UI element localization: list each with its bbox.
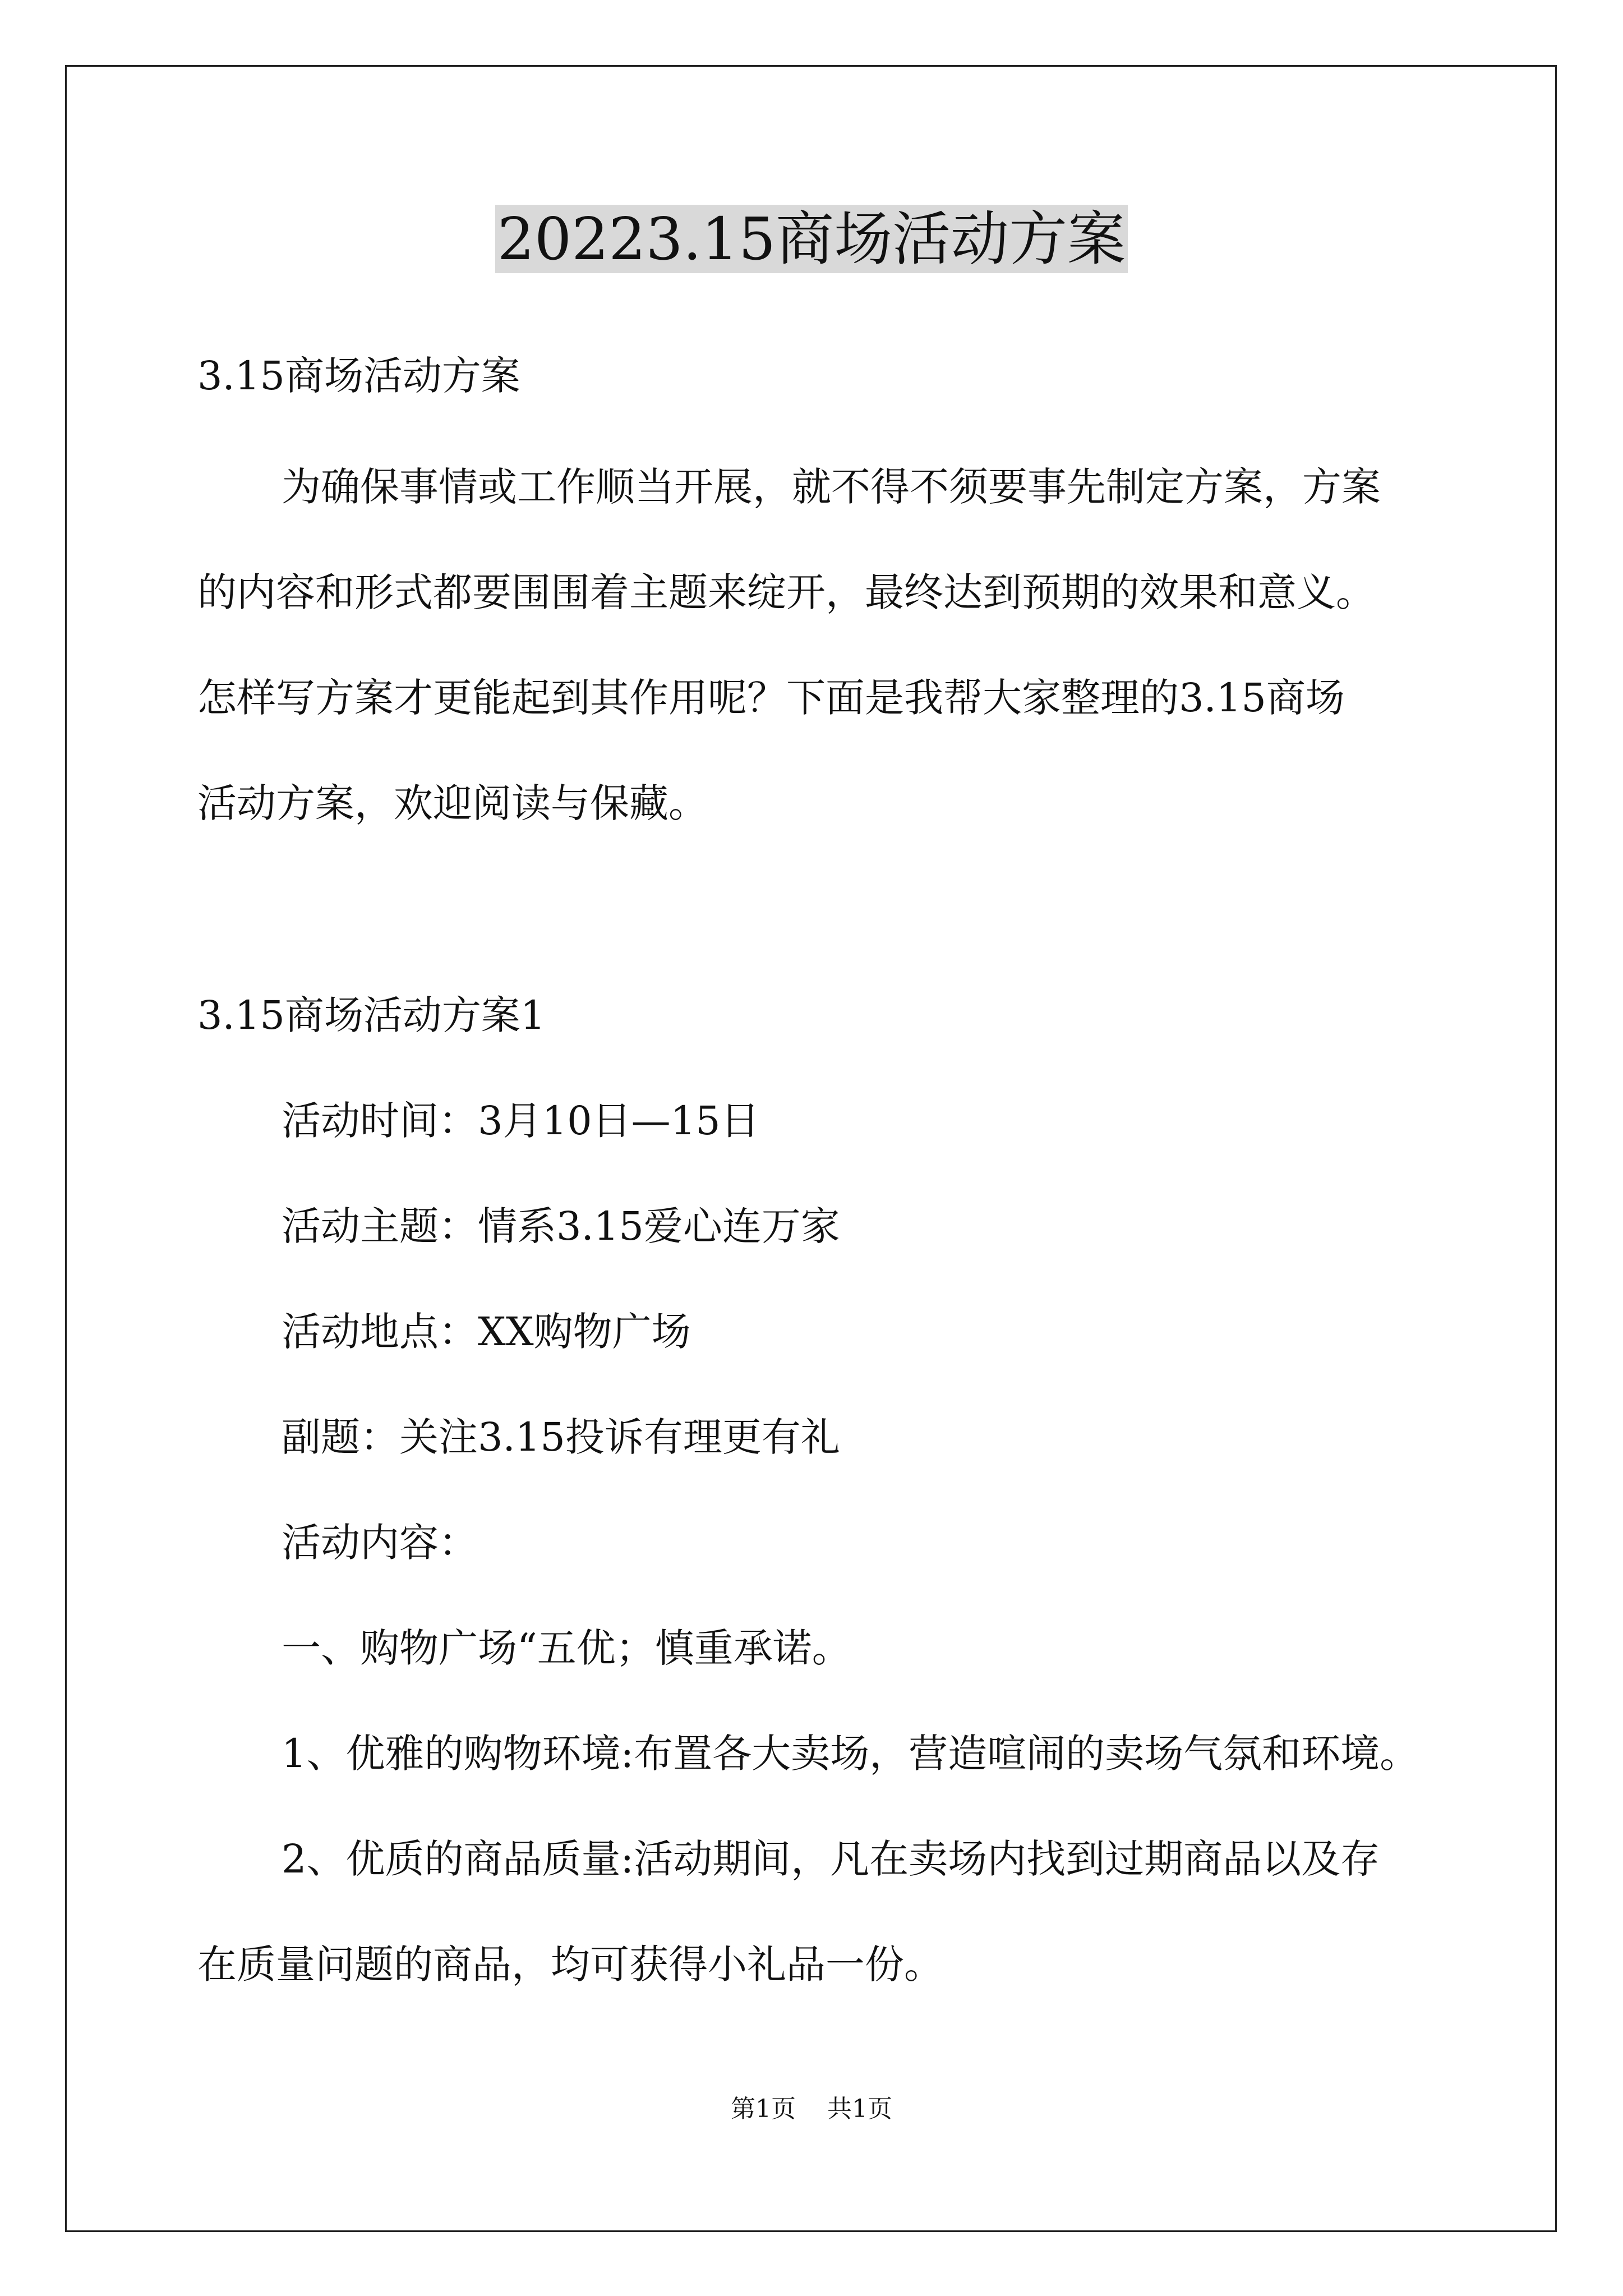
activity-content-label: 活动内容： [282,1520,478,1566]
page-total: 共1页 [827,2095,892,2123]
page-number: 第1页 [731,2095,796,2123]
section-heading: 3.15商场活动方案1 [197,992,546,1038]
list-item-continuation: 在质量问题的商品，均可获得小礼品一份。 [197,1941,943,1987]
activity-theme: 活动主题：情系3.15爱心连万家 [282,1203,840,1249]
document-title [0,200,1623,278]
document-title-text: 20223.15商场活动方案 [495,205,1128,273]
list-item: 一、购物广场“五优；慎重承诺。 [282,1625,851,1671]
paragraph-line: 活动方案，欢迎阅读与保藏。 [197,780,708,826]
activity-time: 活动时间：3月10日—15日 [282,1098,760,1144]
paragraph-line: 怎样写方案才更能起到其作用呢？下面是我帮大家整理的3.15商场 [197,675,1345,721]
section-heading: 3.15商场活动方案 [197,353,520,399]
activity-subtitle: 副题：关注3.15投诉有理更有礼 [282,1414,840,1460]
paragraph-line: 的内容和形式都要围围着主题来绽开，最终达到预期的效果和意义。 [197,569,1375,615]
list-item: 1、优雅的购物环境:布置各大卖场，营造喧闹的卖场气氛和环境。 [282,1731,1419,1777]
list-item: 2、优质的商品质量:活动期间，凡在卖场内找到过期商品以及存 [282,1836,1380,1882]
page-footer [0,2092,1623,2126]
activity-location: 活动地点：XX购物广场 [282,1309,691,1355]
paragraph-line: 为确保事情或工作顺当开展，就不得不须要事先制定方案，方案 [282,464,1381,510]
